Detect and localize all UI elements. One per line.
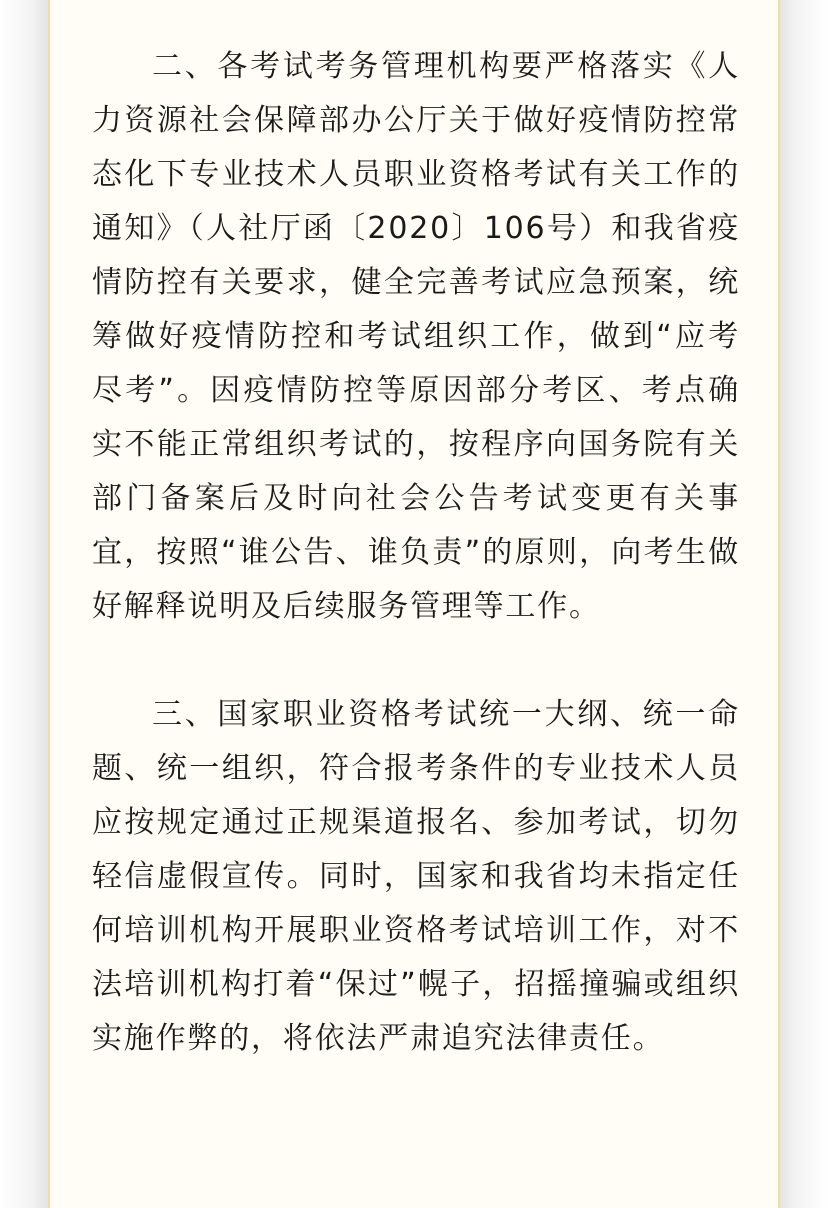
page-right-shadow xyxy=(780,0,828,1208)
paragraph-3: 三、国家职业资格考试统一大纲、统一命题、统一组织，符合报考条件的专业技术人员应按规定通过正规渠道报名、参加考试，切勿轻信虚假宣传。同时，国家和我省均未指定任何培训机构开展职业资格考试培训工作，对不法培训机构打着“保过”幌子，招摇撞骗或组织实施作弊的，将依法严肃追究法律责任。 xyxy=(92,697,740,1056)
article-body xyxy=(92,40,740,1066)
paragraph-2: 二、各考试考务管理机构要严格落实《人力资源社会保障部办公厅关于做好疫情防控常态化下专业技术人员职业资格考试有关工作的通知》（人社厅函〔2020〕106号）和我省疫情防控有关要求，健全完善考试应急预案，统筹做好疫情防控和考试组织工作，做到“应考尽考”。因疫情防控等原因部分考区、考点确实不能正常组织考试的，按程序向国务院有关部门备案后及时向社会公告考试变更有关事宜，按照“谁公告、谁负责”的原则，向考生做好解释说明及后续服务管理等工作。 xyxy=(92,49,740,624)
article-page[interactable] xyxy=(48,0,780,1208)
page-left-shadow xyxy=(0,0,48,1208)
